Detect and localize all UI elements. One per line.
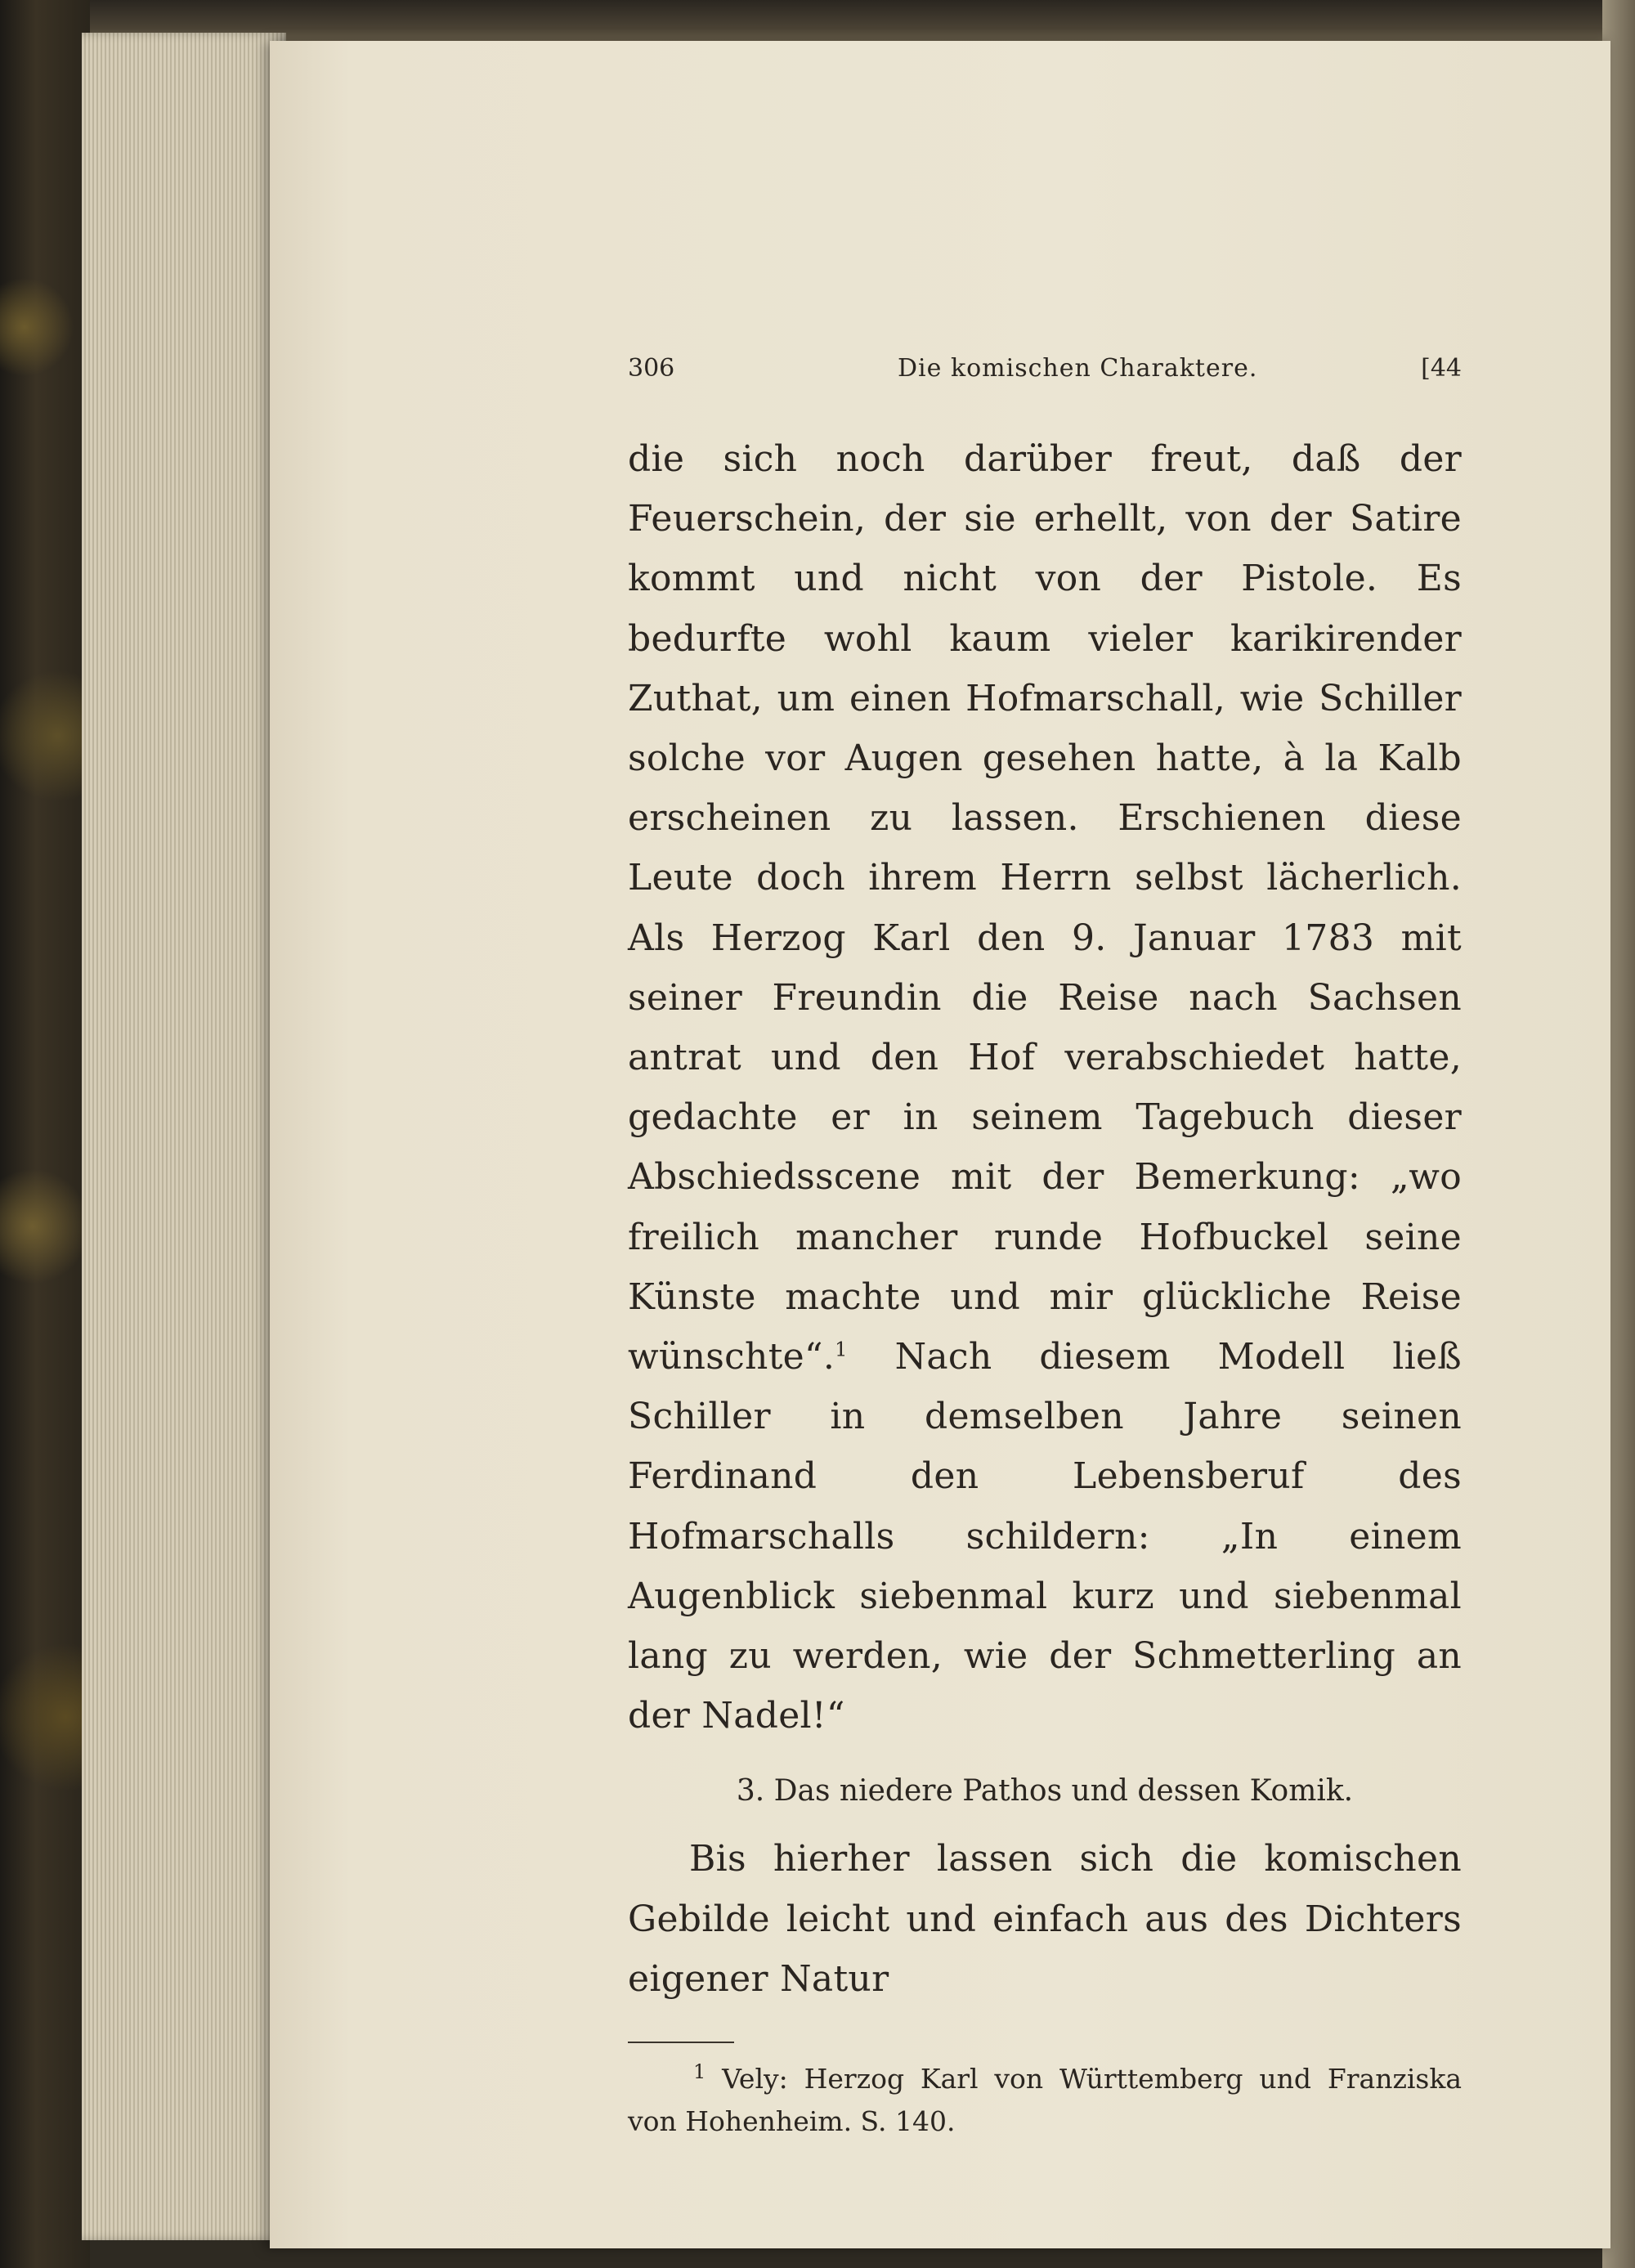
page-text [628,347,1462,2143]
paragraph-text: die sich noch darüber freut, daß der Feuerschein, der sie erhellt, von der Satire kommt und nicht von der Pistole. Es bedurfte wohl kaum vieler karikirender Zuthat, um einen Hofmarschall, wie Schiller solche vor Augen gesehen hatte, à la Kalb erscheinen zu lassen. Erschienen diese Leute doch ihrem Herrn selbst lächerlich. Als Herzog Karl den 9. Januar 1783 mit seiner Freundin die Reise nach Sachsen antrat und den Hof verabschiedet hatte, gedachte er in seinem Tagebuch dieser Abschiedsscene mit der Bemerkung: „wo freilich mancher runde Hofbuckel seine Künste machte und mir glückliche Reise wünschte“. [628,438,1462,1378]
footnote-marker: 1 [693,2060,706,2084]
sheet-signature: [44 [1421,354,1462,383]
book-cover-left [0,0,90,2268]
page-header [628,347,1462,397]
page-number: 306 [628,354,675,383]
footnote-text: Vely: Herzog Karl von Württemberg und Franziska von Hohenheim. S. 140. [628,2063,1462,2138]
paragraph [628,429,1462,1746]
running-title: Die komischen Charaktere. [898,354,1258,383]
paragraph-2: Bis hierher lassen sich die komischen Gebilde leicht und einfach aus des Dichters eigener Natur [628,1838,1462,2000]
page-edges [82,33,286,2240]
footnote-reference: 1 [835,1338,848,1361]
paragraph-text-continued: Nach diesem Modell ließ Schiller in demselben Jahre seinen Ferdinand den Lebensberuf des Hofmarschalls schildern: „In einem Augenblick siebenmal kurz und siebenmal lang zu werden, wie der Schmetterling an der Nadel!“ [628,1336,1462,1737]
section-heading: 3. Das niedere Pathos und dessen Komik. [736,1774,1354,1809]
footnote [628,2058,1462,2143]
footnote-divider [628,2042,734,2043]
